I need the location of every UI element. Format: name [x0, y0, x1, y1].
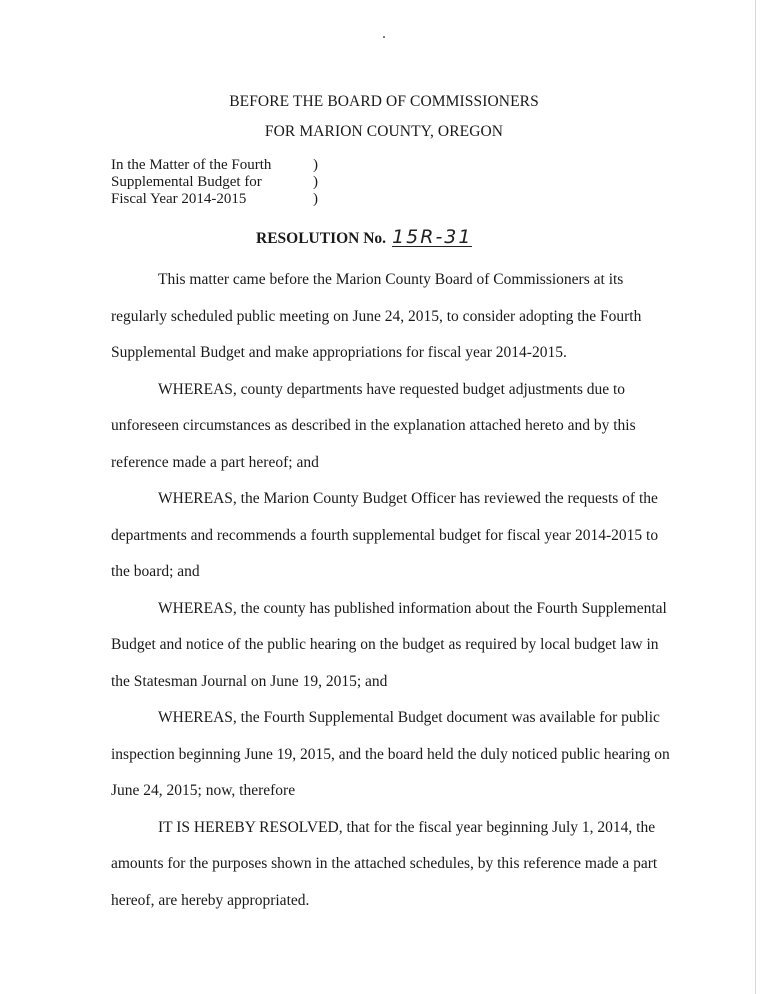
caption-line: Supplemental Budget for: [111, 174, 262, 190]
caption-paren: ): [313, 157, 318, 173]
resolution-title: [256, 228, 472, 248]
board-heading: BEFORE THE BOARD OF COMMISSIONERS: [229, 93, 539, 110]
resolution-number-handwritten: 15R-31: [392, 226, 473, 248]
page-edge-line: [755, 0, 756, 994]
caption-line: In the Matter of the Fourth: [111, 157, 272, 173]
body-paragraph: IT IS HEREBY RESOLVED, that for the fiscal year beginning July 1, 2014, the amounts for the purposes shown in the attached schedules, by this reference made a part hereof, are hereby appropriated.: [111, 818, 658, 909]
caption-brackets: [313, 157, 318, 208]
county-heading: FOR MARION COUNTY, OREGON: [264, 123, 504, 140]
caption-paren: ): [313, 174, 318, 190]
caption-line: Fiscal Year 2014-2015: [111, 191, 247, 207]
resolution-label: RESOLUTION No.: [256, 230, 387, 247]
resolution-body: [111, 262, 671, 919]
caption-paren: ): [313, 191, 318, 207]
body-paragraph: WHEREAS, the county has published information about the Fourth Supplemental Budget and notice of the public hearing on the budget as required by local budget law in the Statesman Journal on June 19, 2015; and: [111, 599, 667, 690]
matter-caption: [111, 157, 311, 208]
body-paragraph: WHEREAS, the Fourth Supplemental Budget document was available for public inspection beginning June 19, 2015, and the board held the duly noticed public hearing on June 24, 2015; now, therefore: [111, 709, 670, 799]
body-paragraph: This matter came before the Marion County Board of Commissioners at its regularly scheduled public meeting on June 24, 2015, to consider adopting the Fourth Supplemental Budget and make appropriations for fiscal year 2014-2015.: [111, 271, 642, 361]
body-paragraph: WHEREAS, the Marion County Budget Officer has reviewed the requests of the departments and recommends a fourth supplemental budget for fiscal year 2014-2015 to the board; and: [111, 490, 659, 580]
body-paragraph: WHEREAS, county departments have requested budget adjustments due to unforeseen circumstances as described in the explanation attached hereto and by this reference made a part hereof; and: [111, 380, 636, 471]
scan-speck: [383, 36, 385, 38]
